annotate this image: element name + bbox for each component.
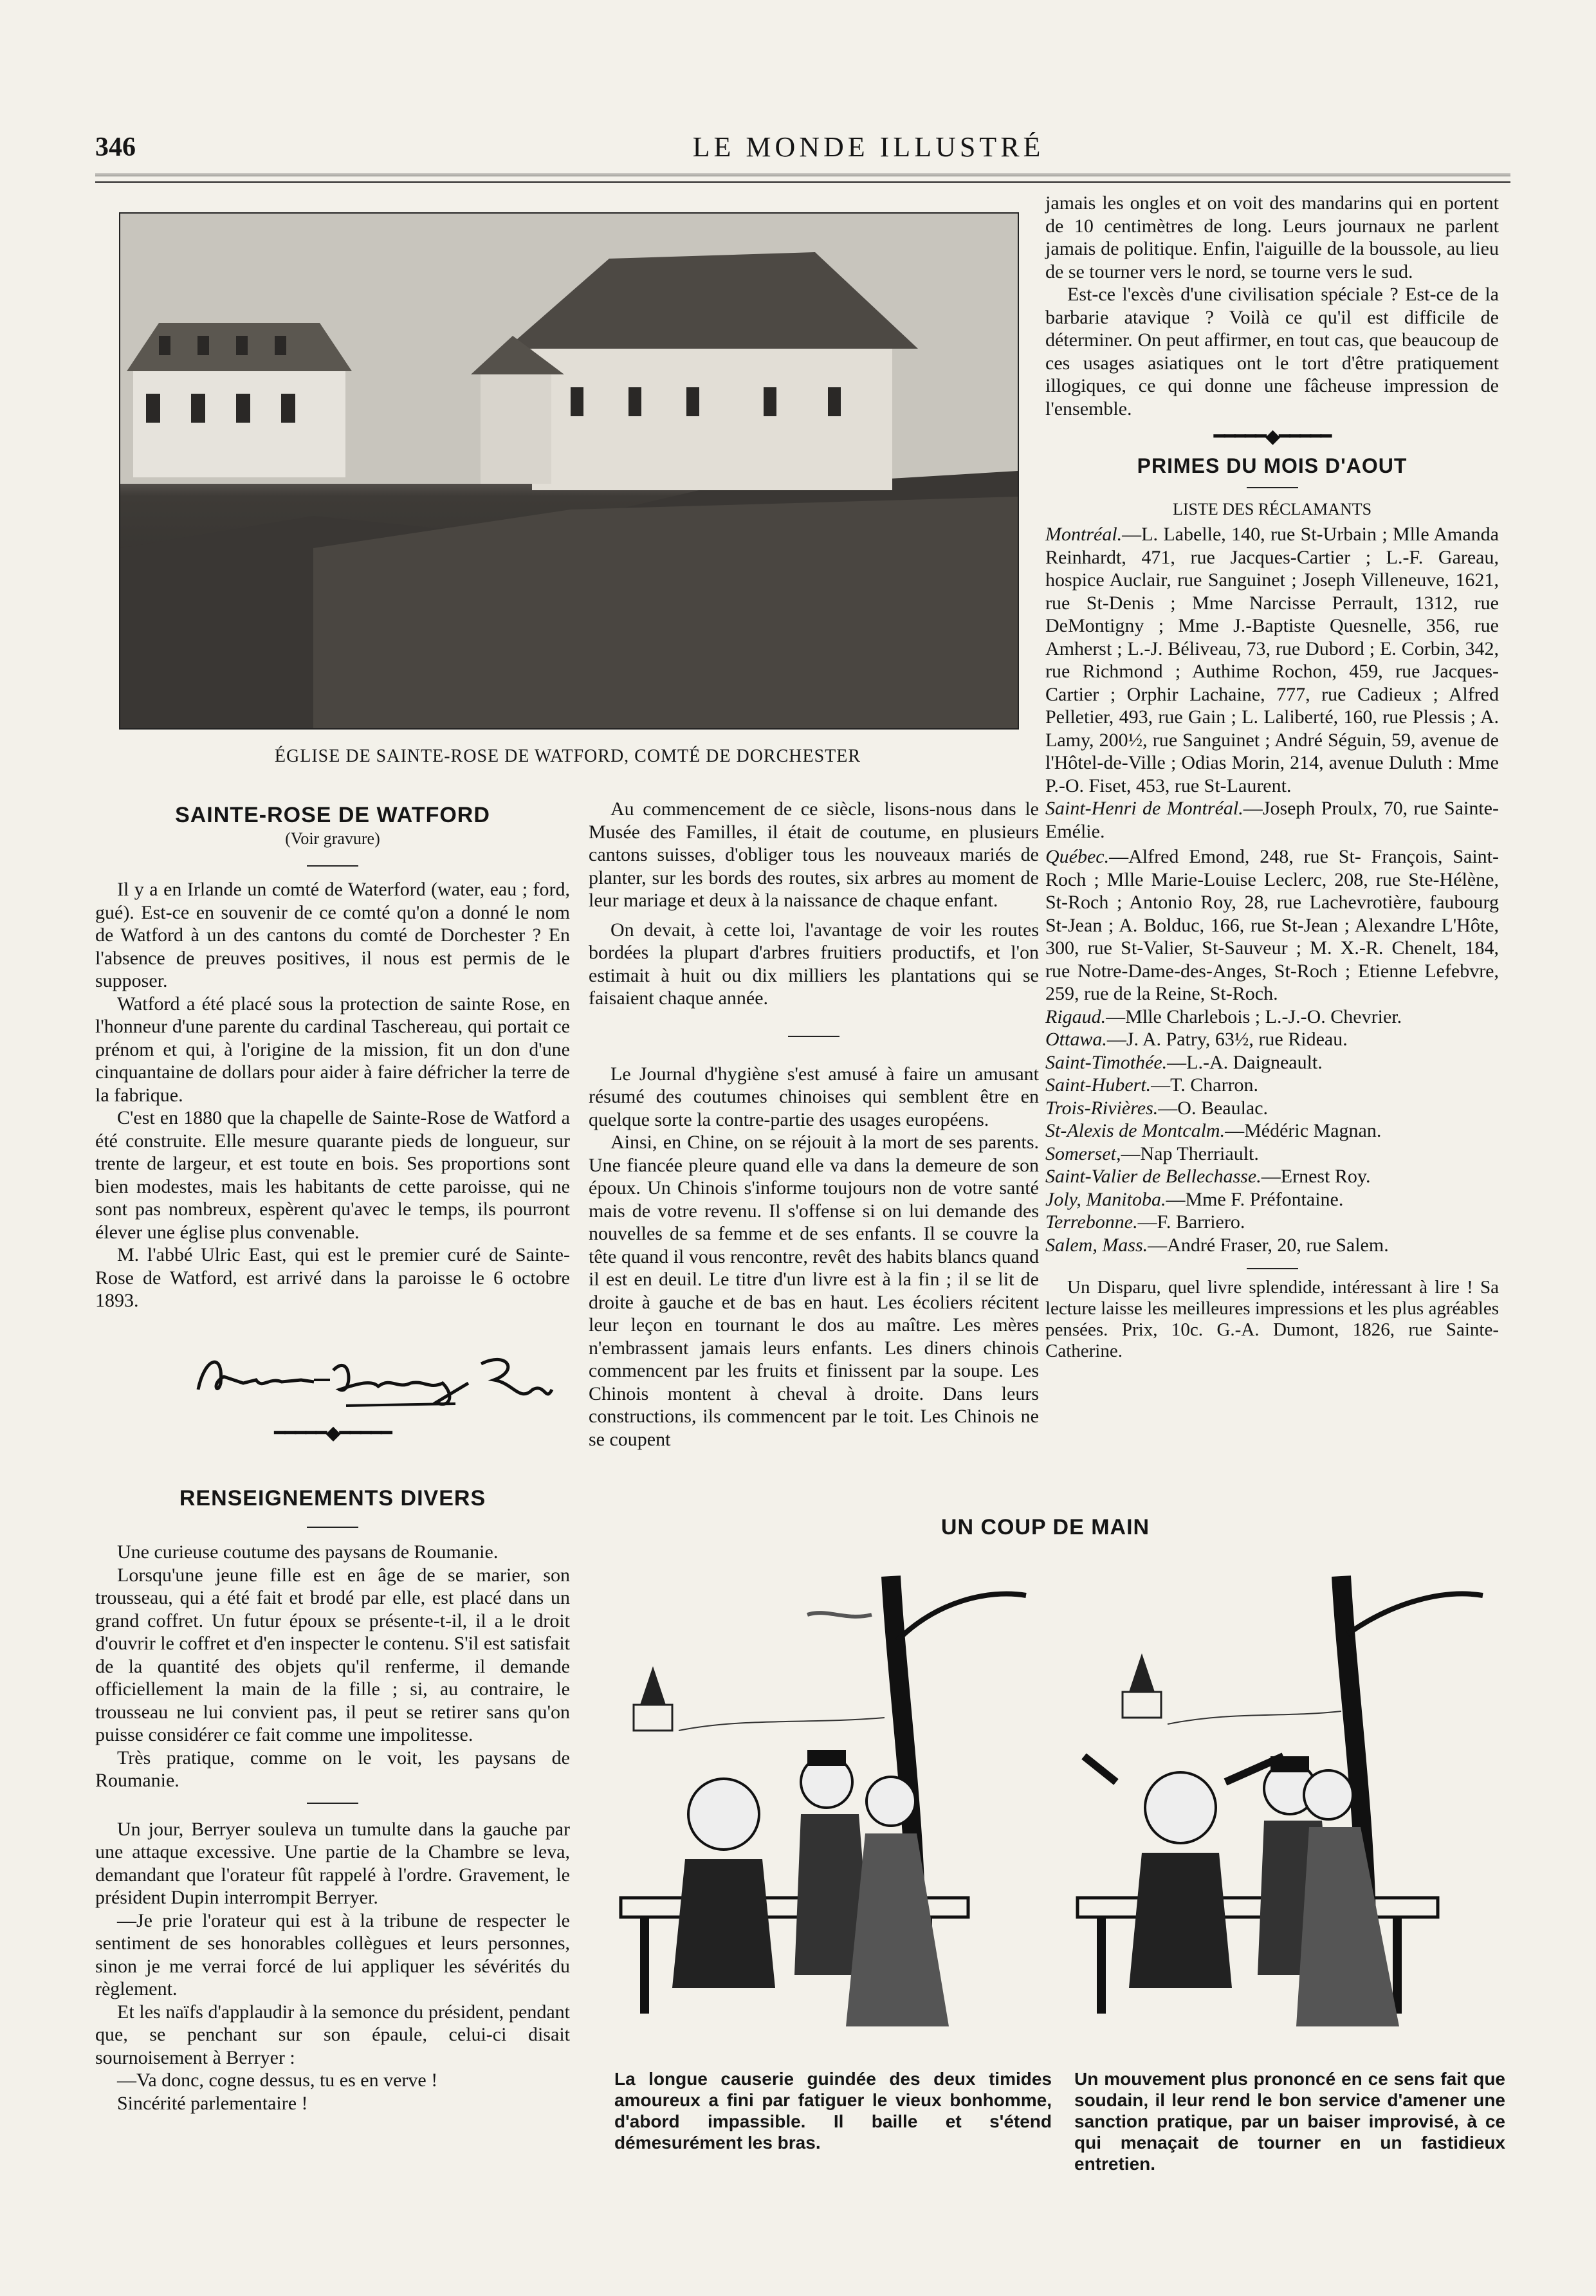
photo-caption: ÉGLISE DE SAINTE-ROSE DE WATFORD, COMTÉ DE DORCHESTER [274,746,861,766]
place-name: Joly, Manitoba. [1045,1188,1166,1210]
ornament-divider: ━━━━━◆━━━━━ [1213,426,1331,447]
paragraph: Très pratique, comme on le voit, les paysans de Roumanie. [95,1747,570,1791]
list-item [1045,1119,1499,1143]
list-title: LISTE DES RÉCLAMANTS [1172,500,1372,519]
section-title: RENSEIGNEMENTS DIVERS [179,1486,486,1511]
list-item [1045,1143,1499,1166]
cartoon-left-illustration [614,1563,1052,2065]
claimant-text: —F. Barriero. [1137,1211,1245,1233]
place-name: Saint-Hubert. [1045,1074,1151,1096]
claimant-text: —Alfred Emond, 248, rue St- François, Saint-Roch ; Mlle Marie-Louise Leclerc, 208, rue Ste-Hélène, St-Roch ; Antonio Roy, 28, rue Lachevrotière, faubourg St-Jean ; A. Bolduc, 166, rue St-Jean ; Alexandre L'Hôte, 300, rue St-Valier, St-Sauveur ; M. X.-R. Chenelt, 184, rue Notre-Dame-des-Anges, St-Roch ; Etienne Lefebvre, 259, rue de la Reine, St-Roch. [1045,846,1499,1004]
page-title: LE MONDE ILLUSTRÉ [692,131,1045,163]
signature-image [185,1345,558,1409]
header-rule [95,174,1510,176]
place-name: Rigaud. [1045,1006,1106,1027]
claimant-text: —L.-A. Daigneault. [1167,1051,1323,1073]
place-name: Montréal. [1045,524,1123,545]
place-name: Saint-Valier de Bellechasse. [1045,1166,1261,1187]
cartoon-right-illustration [1071,1563,1509,2065]
list-item [1045,1097,1499,1120]
header-rule-2 [95,181,1510,183]
list-item [1045,1006,1499,1029]
middle-column [589,798,1039,1451]
section-title: PRIMES DU MOIS D'AOUT [1137,454,1408,477]
cartoon-caption-left: La longue causerie guindée des deux timides amoureux a fini par fatiguer le vieux bonhomme, d'abord impassible. Il baille et s'étend démesurément les bras. [614,2069,1052,2153]
list-item [1045,1188,1499,1211]
paragraph: On devait, à cette loi, l'avantage de voir les routes bordées la plupart d'arbres fruitiers productifs, et l'on estimait à huit ou dix milliers les plantations qui se faisaient chaque année. [589,919,1039,1009]
cartoon-caption-right: Un mouvement plus prononcé en ce sens fait que soudain, il leur rend le bon service d'amener une sanction pratique, par un baiser improvisé, à ce qui menaçait de tourner en un fastidieux entretien. [1074,2069,1505,2174]
claimant-text: —André Fraser, 20, rue Salem. [1148,1234,1389,1256]
list-item [1045,1211,1499,1234]
list-item [1045,523,1499,797]
short-rule [307,1803,358,1804]
list-item [1045,1051,1499,1074]
list-item [1045,1074,1499,1097]
paragraph: Sincérité parlementaire ! [117,2092,308,2114]
paragraph: Un jour, Berryer souleva un tumulte dans la gauche par une attaque excessive. Une partie de la Chambre se leva, demandant que l'orateur fût rappelé à l'ordre. Gravement, le président Dupin interrompit Berryer. [95,1818,570,1908]
short-rule [1247,1268,1298,1269]
short-rule [788,1036,839,1037]
claimant-text: —O. Beaulac. [1158,1097,1269,1119]
list-item [1045,797,1499,843]
place-name: Ottawa. [1045,1029,1107,1050]
church-photo [119,212,1019,730]
paragraph: Le Journal d'hygiène s'est amusé à faire un amusant résumé des coutumes chinoises qui semblent être en quelque sorte la contre-partie des usages européens. [589,1063,1039,1130]
claimant-text: —L. Labelle, 140, rue St-Urbain ; Mlle Amanda Reinhardt, 471, rue Jacques-Cartier ; L.-F. Gareau, hospice Auclair, rue Sanguinet ; Joseph Villeneuve, 1621, rue St-Denis ; Mme Narcisse Perrault, 1312, rue DeMontigny ; Mme J.-Baptiste Quesnelle, 356, rue Amherst ; L.-J. Béliveau, 73, rue Dubord ; E. Corbin, 342, rue Richmond ; Authime Rochon, 459, rue Jacques-Cartier ; Orphir Lachaine, 777, rue Cadieux ; Alfred Pelletier, 493, rue Gain ; L. Laliberté, 160, rue Plessis ; A. Lamy, 200½, rue Sanguinet ; André Séguin, 59, avenue de l'Hôtel-de-Ville ; Odias Morin, 214, avenue Duluth : Mme P.-O. Fiset, 453, rue St-Laurent. [1045,524,1499,796]
claimant-text: —Médéric Magnan. [1225,1120,1382,1141]
claimant-text: —Joseph Proulx, 70, rue Sainte-Emélie. [1045,798,1499,842]
paragraph: Et les naïfs d'applaudir à la semonce du président, pendant que, se penchant sur son épaule, celui-ci disait sournoisement à Berryer : [95,2001,570,2068]
short-rule [1247,487,1298,488]
paragraph: —Va donc, cogne dessus, tu es en verve ! [117,2070,438,2091]
list-item [1045,1165,1499,1188]
paragraph: C'est en 1880 que la chapelle de Sainte-Rose de Watford a été construite. Elle mesure quarante pieds de longueur, sur trente de largeur, et est toute en bois. Ses proportions sont bien modestes, mais les habitants de cette paroisse, qui ne sont pas nombreux, espèrent qu'avec le temps, ils pourront élever une église plus convenable. [95,1107,570,1243]
signature [185,1345,570,1415]
paragraph: Ainsi, en Chine, on se réjouit à la mort de ses parents. Une fiancée pleure quand elle va dans la demeure de son époux. Un Chinois s'informe toujours non de votre santé mais de votre revenu. Il s'offense si on lui demande des nouvelles de sa femme et de ses enfants. Il se couvre la tête quand il vous rencontre, revêt des habits blancs quand il est en deuil. Le titre d'un livre est à la fin ; il se lit de droite à gauche et de bas en haut. Les écoliers récitent leur leçon en tournant le dos au maître. Les mères n'embrassent jamais leurs enfants. Les diners chinois commencent par les fruits et finissent par la soupe. Les Chinois montent à cheval à droite. Dans leurs constructions, ils commencent par le toit. Les Chinois ne se coupent [589,1132,1039,1450]
section-title: SAINTE-ROSE DE WATFORD [175,803,490,827]
claimant-text: —Nap Therriault. [1121,1143,1259,1164]
short-rule [307,1527,358,1528]
cartoon-right [1071,1563,1509,2065]
church-illustration [120,214,1018,728]
place-name: Saint-Henri de Montréal. [1045,798,1243,819]
paragraph: Il y a en Irlande un comté de Waterford (water, eau ; ford, gué). Est-ce en souvenir de ce comté qu'on a donné le nom de Watford à un des cantons du comté de Dorchester ? En l'absence de preuves positives, il nous est permis de le supposer. [95,879,570,991]
paragraph: Au commencement de ce siècle, lisons-nous dans le Musée des Familles, il était de coutume, en plusieurs cantons suisses, d'obliger tous les nouveaux mariés de planter, sur les bords des routes, six arbres au moment de leur mariage et deux à la naissance de chaque enfant. [589,798,1039,911]
right-column [1045,192,1499,1362]
paragraph: Une curieuse coutume des paysans de Roumanie. [117,1541,499,1563]
place-name: Salem, Mass. [1045,1234,1148,1256]
claimant-text: —T. Charron. [1151,1074,1259,1096]
place-name: Terrebonne. [1045,1211,1138,1233]
place-name: Trois-Rivières. [1045,1097,1159,1119]
short-rule [307,865,358,867]
renseignements-article [95,1486,570,2115]
cartoon-title: UN COUP DE MAIN [940,1515,1150,1539]
list-item [1045,1234,1499,1257]
claimant-text: —Mme F. Préfontaine. [1166,1188,1344,1210]
place-name: Saint-Timothée. [1045,1051,1168,1073]
claimants-list [1045,523,1499,1256]
section-subtitle: (Voir gravure) [285,829,380,848]
place-name: Somerset, [1045,1143,1121,1164]
sainte-rose-article [95,803,570,1444]
paragraph: M. l'abbé Ulric East, qui est le premier curé de Sainte-Rose de Watford, est arrivé dans la paroisse le 6 octobre 1893. [95,1244,570,1311]
ornament-divider: ━━━━━◆━━━━━ [274,1422,391,1444]
list-item [1045,845,1499,1006]
paragraph: Lorsqu'une jeune fille est en âge de se marier, son trousseau, qui a été fait et brodé par elle, est placé dans un grand coffret. Un futur époux se présente-t-il, il a le droit d'ouvrir le coffret et d'en inspecter le contenu. S'il est satisfait de la quantité des objets qu'il renferme, il demande officiellement la main de la fille ; si, au contraire, le trousseau ne lui convient pas, il peut se retirer sans qu'on puisse considérer ce fait comme une impolitesse. [95,1564,570,1745]
paragraph: —Je prie l'orateur qui est à la tribune de respecter le sentiment de ses honorables collègues et leurs personnes, sinon je me verrai forcé de lui appliquer les sévérités du règlement. [95,1909,570,1999]
place-name: St-Alexis de Montcalm. [1045,1120,1225,1141]
paragraph: Watford a été placé sous la protection de sainte Rose, en l'honneur d'une parente du cardinal Taschereau, qui portait ce prénom et qui, à l'origine de la mission, fit un don d'une cinquantaine de dollars pour aider à faire défricher la terre de la fabrique. [95,993,570,1106]
paragraph: jamais les ongles et on voit des mandarins qui en portent de 10 centimètres de long. Leurs journaux ne parlent jamais de politique. Enfin, l'aiguille de la boussole, au lieu de se tourner vers le nord, se tourne vers le sud. [1045,192,1499,282]
place-name: Québec. [1045,846,1110,867]
page-number: 346 [95,133,136,162]
list-item [1045,1028,1499,1051]
paragraph: Est-ce l'excès d'une civilisation spéciale ? Est-ce de la barbarie atavique ? Voilà ce qu'il est difficile de déterminer. On peut affirmer, en tout cas, que beaucoup de ces usages asiatiques ont le tort d'être pratiquement illogiques, ce qui donne une fâcheuse impression de l'ensemble. [1045,284,1499,419]
claimant-text: —Ernest Roy. [1261,1166,1371,1187]
claimant-text: —J. A. Patry, 63½, rue Rideau. [1106,1029,1348,1050]
claimant-text: —Mlle Charlebois ; L.-J.-O. Chevrier. [1106,1006,1402,1027]
cartoon-left [614,1563,1052,2065]
disparu-notice: Un Disparu, quel livre splendide, intéressant à lire ! Sa lecture laisse les meilleures impressions et les plus agréables pensées. Prix, 10c. G.-A. Dumont, 1826, rue Sainte-Catherine. [1045,1277,1499,1361]
